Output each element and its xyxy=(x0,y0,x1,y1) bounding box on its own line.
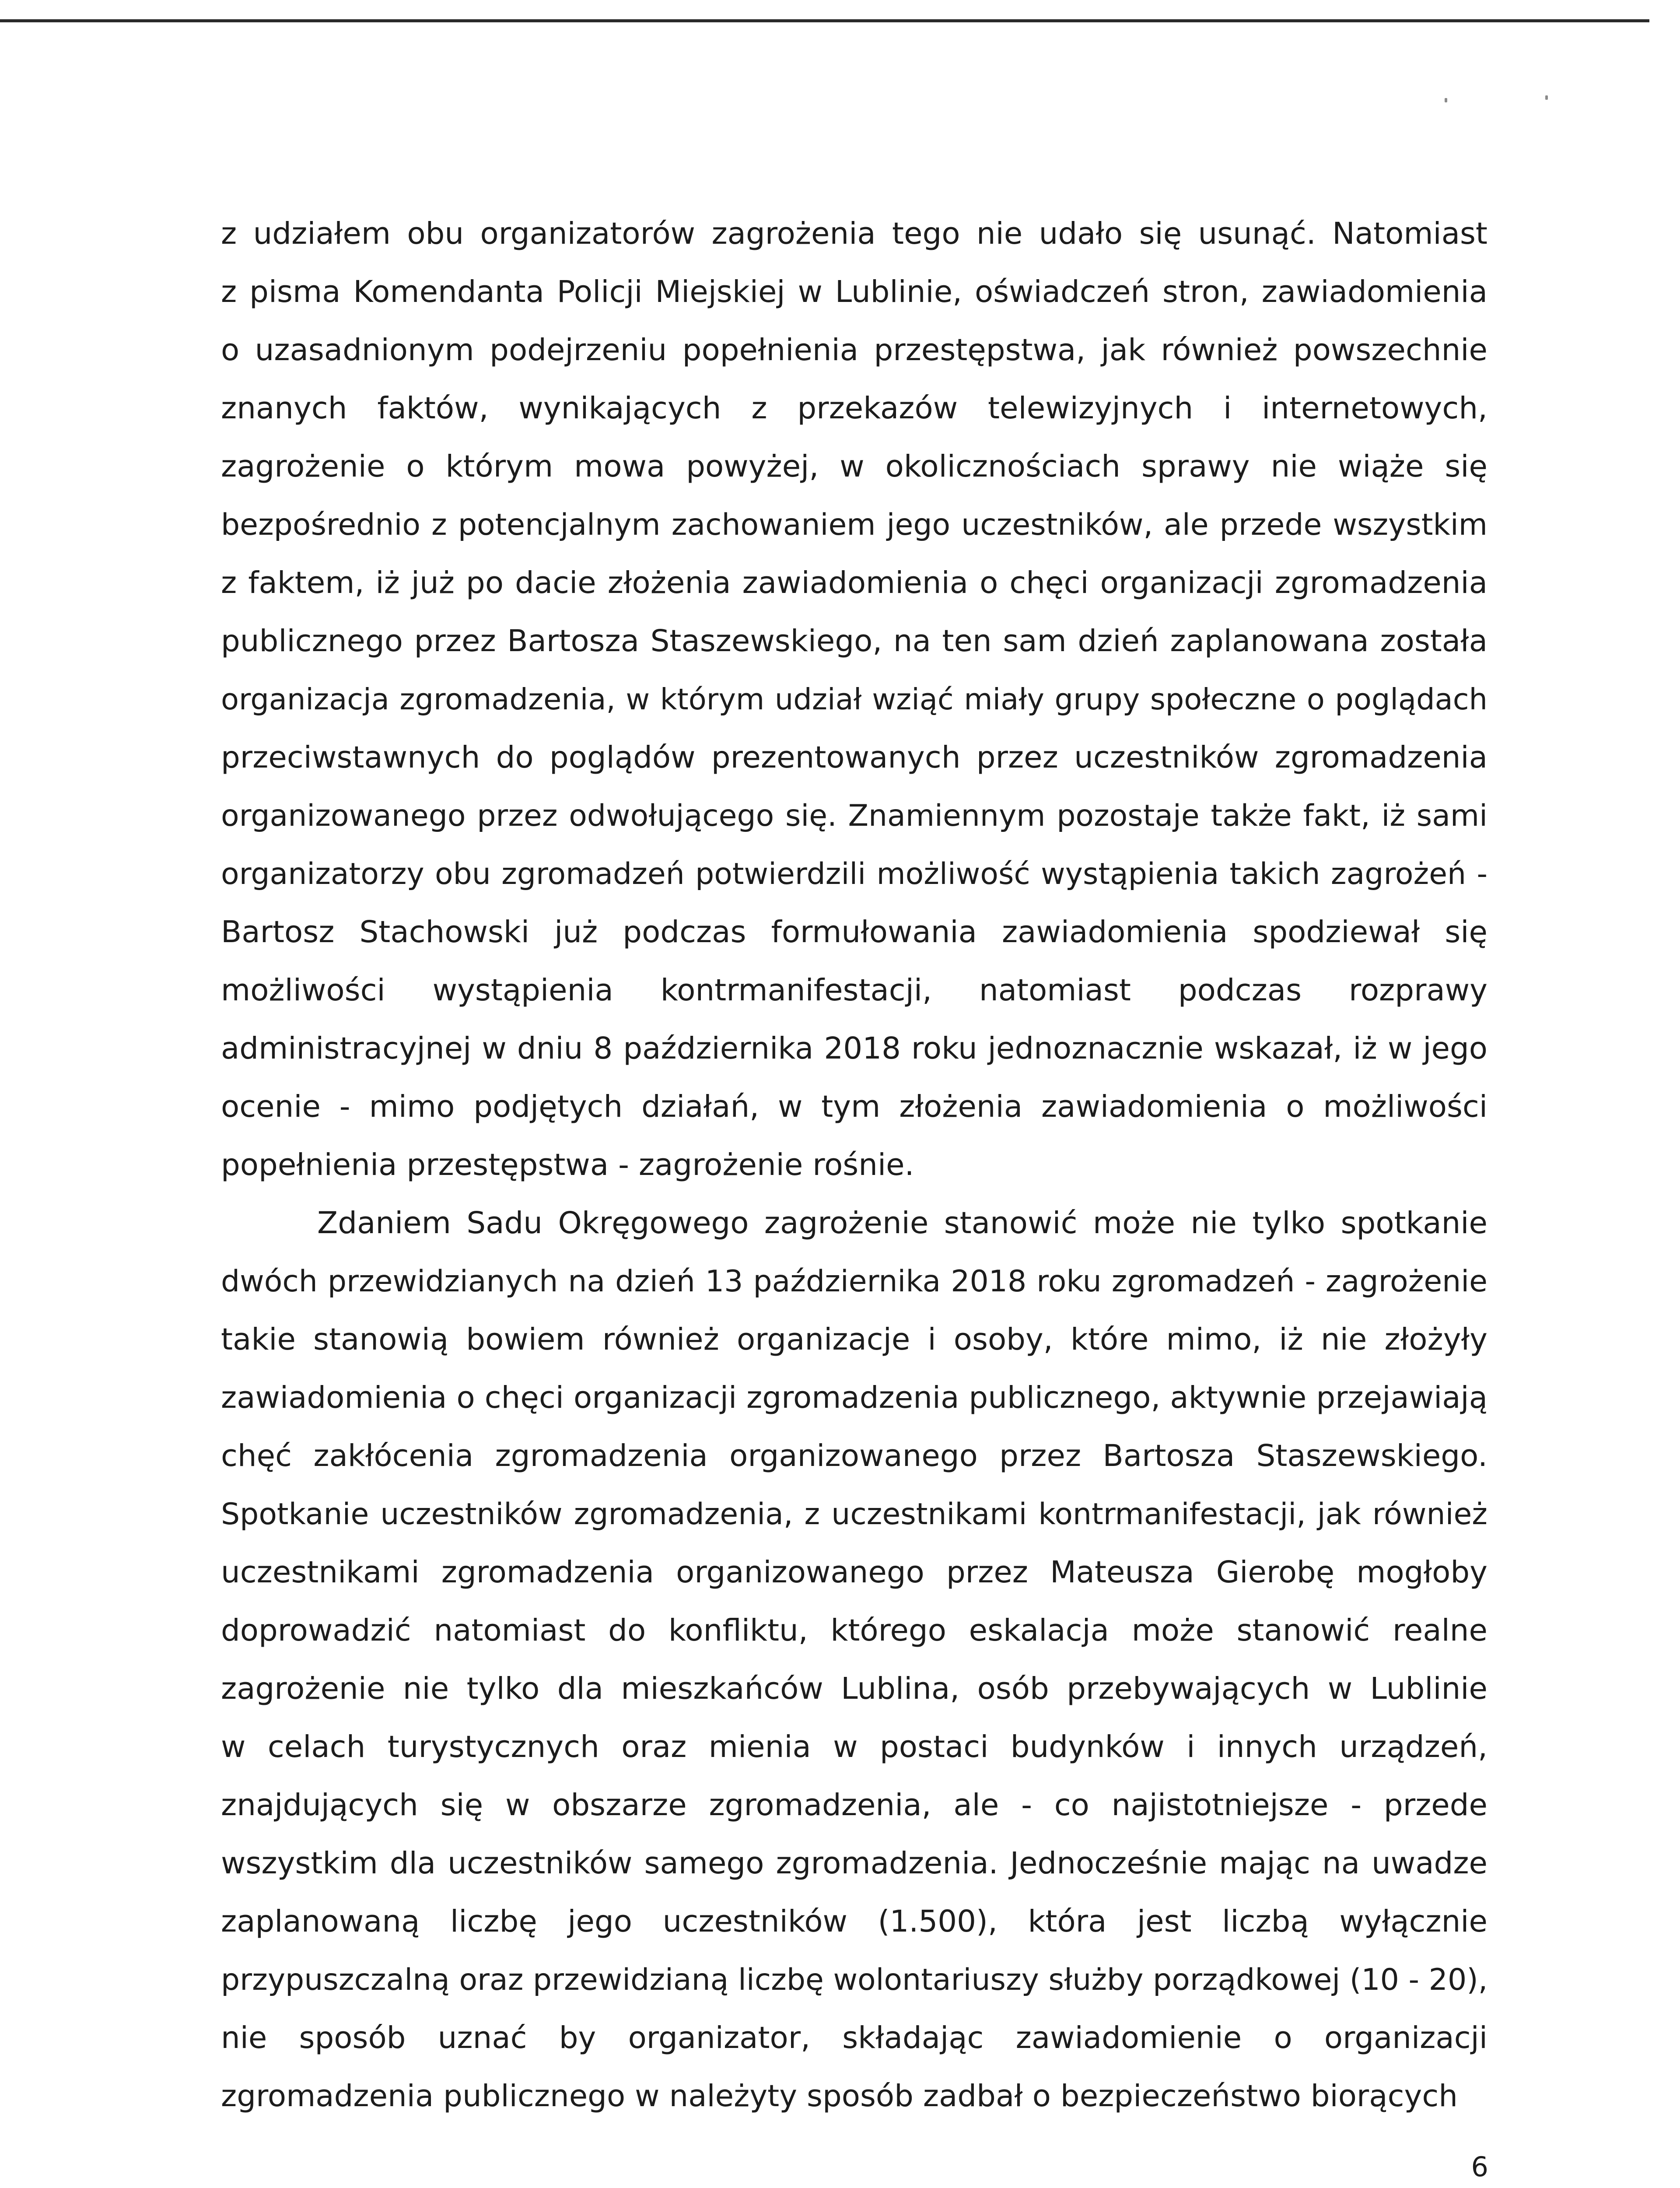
text-line: możliwości wystąpienia kontrmanifestacji, natomiast podczas rozprawy xyxy=(221,973,1488,1008)
text-line: Zdaniem Sadu Okręgowego zagrożenie stanowić może nie tylko spotkanie xyxy=(317,1206,1488,1241)
text-line: chęć zakłócenia zgromadzenia organizowanego przez Bartosza Staszewskiego. xyxy=(221,1438,1488,1473)
text-line: zaplanowaną liczbę jego uczestników (1.500), która jest liczbą wyłącznie xyxy=(221,1904,1488,1939)
text-line: doprowadzić natomiast do konfliktu, którego eskalacja może stanowić realne xyxy=(221,1613,1488,1648)
scan-speck xyxy=(1445,98,1447,102)
text-line: uczestnikami zgromadzenia organizowanego przez Mateusza Gierobę mogłoby xyxy=(221,1555,1488,1590)
text-line: Bartosz Stachowski już podczas formułowania zawiadomienia spodziewał się xyxy=(221,915,1488,950)
scan-speck xyxy=(1545,95,1548,100)
text-line: przeciwstawnych do poglądów prezentowanych przez uczestników zgromadzenia xyxy=(221,740,1488,775)
text-line: Spotkanie uczestników zgromadzenia, z uczestnikami kontrmanifestacji, jak również xyxy=(221,1497,1488,1532)
text-line: znajdujących się w obszarze zgromadzenia, ale - co najistotniejsze - przede xyxy=(221,1788,1488,1823)
text-line: takie stanowią bowiem również organizacje i osoby, które mimo, iż nie złożyły xyxy=(221,1322,1488,1357)
text-line: zagrożenie o którym mowa powyżej, w okolicznościach sprawy nie wiąże się xyxy=(221,449,1488,484)
text-line: publicznego przez Bartosza Staszewskiego, na ten sam dzień zaplanowana została xyxy=(221,624,1488,659)
body-text xyxy=(221,205,1488,2125)
text-line: z udziałem obu organizatorów zagrożenia tego nie udało się usunąć. Natomiast xyxy=(221,216,1488,251)
top-border-line xyxy=(0,19,1649,22)
text-line: zawiadomienia o chęci organizacji zgromadzenia publicznego, aktywnie przejawiają xyxy=(221,1380,1488,1415)
text-line: ocenie - mimo podjętych działań, w tym złożenia zawiadomienia o możliwości xyxy=(221,1089,1488,1124)
text-line: zgromadzenia publicznego w należyty sposób zadbał o bezpieczeństwo biorących xyxy=(221,2079,1458,2114)
paragraph xyxy=(221,205,1488,1194)
text-line: organizacja zgromadzenia, w którym udział wziąć miały grupy społeczne o poglądach xyxy=(221,682,1488,716)
text-line: popełnienia przestępstwa - zagrożenie rośnie. xyxy=(221,1147,914,1182)
paragraph xyxy=(221,1194,1488,2125)
text-line: z faktem, iż już po dacie złożenia zawiadomienia o chęci organizacji zgromadzenia xyxy=(221,565,1488,600)
text-line: zagrożenie nie tylko dla mieszkańców Lublina, osób przebywających w Lublinie xyxy=(221,1671,1488,1706)
page-number: 6 xyxy=(1471,2151,1488,2183)
text-line: w celach turystycznych oraz mienia w postaci budynków i innych urządzeń, xyxy=(221,1729,1488,1764)
text-line: bezpośrednio z potencjalnym zachowaniem jego uczestników, ale przede wszystkim xyxy=(221,508,1488,542)
text-line: przypuszczalną oraz przewidzianą liczbę wolontariuszy służby porządkowej (10 - 20), xyxy=(221,1963,1488,1997)
text-line: z pisma Komendanta Policji Miejskiej w Lublinie, oświadczeń stron, zawiadomienia xyxy=(221,274,1488,309)
text-line: dwóch przewidzianych na dzień 13 października 2018 roku zgromadzeń - zagrożenie xyxy=(221,1264,1488,1299)
text-line: administracyjnej w dniu 8 października 2018 roku jednoznacznie wskazał, iż w jego xyxy=(221,1031,1488,1066)
text-line: nie sposób uznać by organizator, składając zawiadomienie o organizacji xyxy=(221,2020,1488,2055)
text-line: o uzasadnionym podejrzeniu popełnienia przestępstwa, jak również powszechnie xyxy=(221,333,1488,368)
text-line: znanych faktów, wynikających z przekazów telewizyjnych i internetowych, xyxy=(221,391,1488,426)
text-line: organizatorzy obu zgromadzeń potwierdzili możliwość wystąpienia takich zagrożeń - xyxy=(221,857,1488,891)
text-line: wszystkim dla uczestników samego zgromadzenia. Jednocześnie mając na uwadze xyxy=(221,1846,1488,1881)
text-line: organizowanego przez odwołującego się. Znamiennym pozostaje także fakt, iż sami xyxy=(221,799,1488,833)
